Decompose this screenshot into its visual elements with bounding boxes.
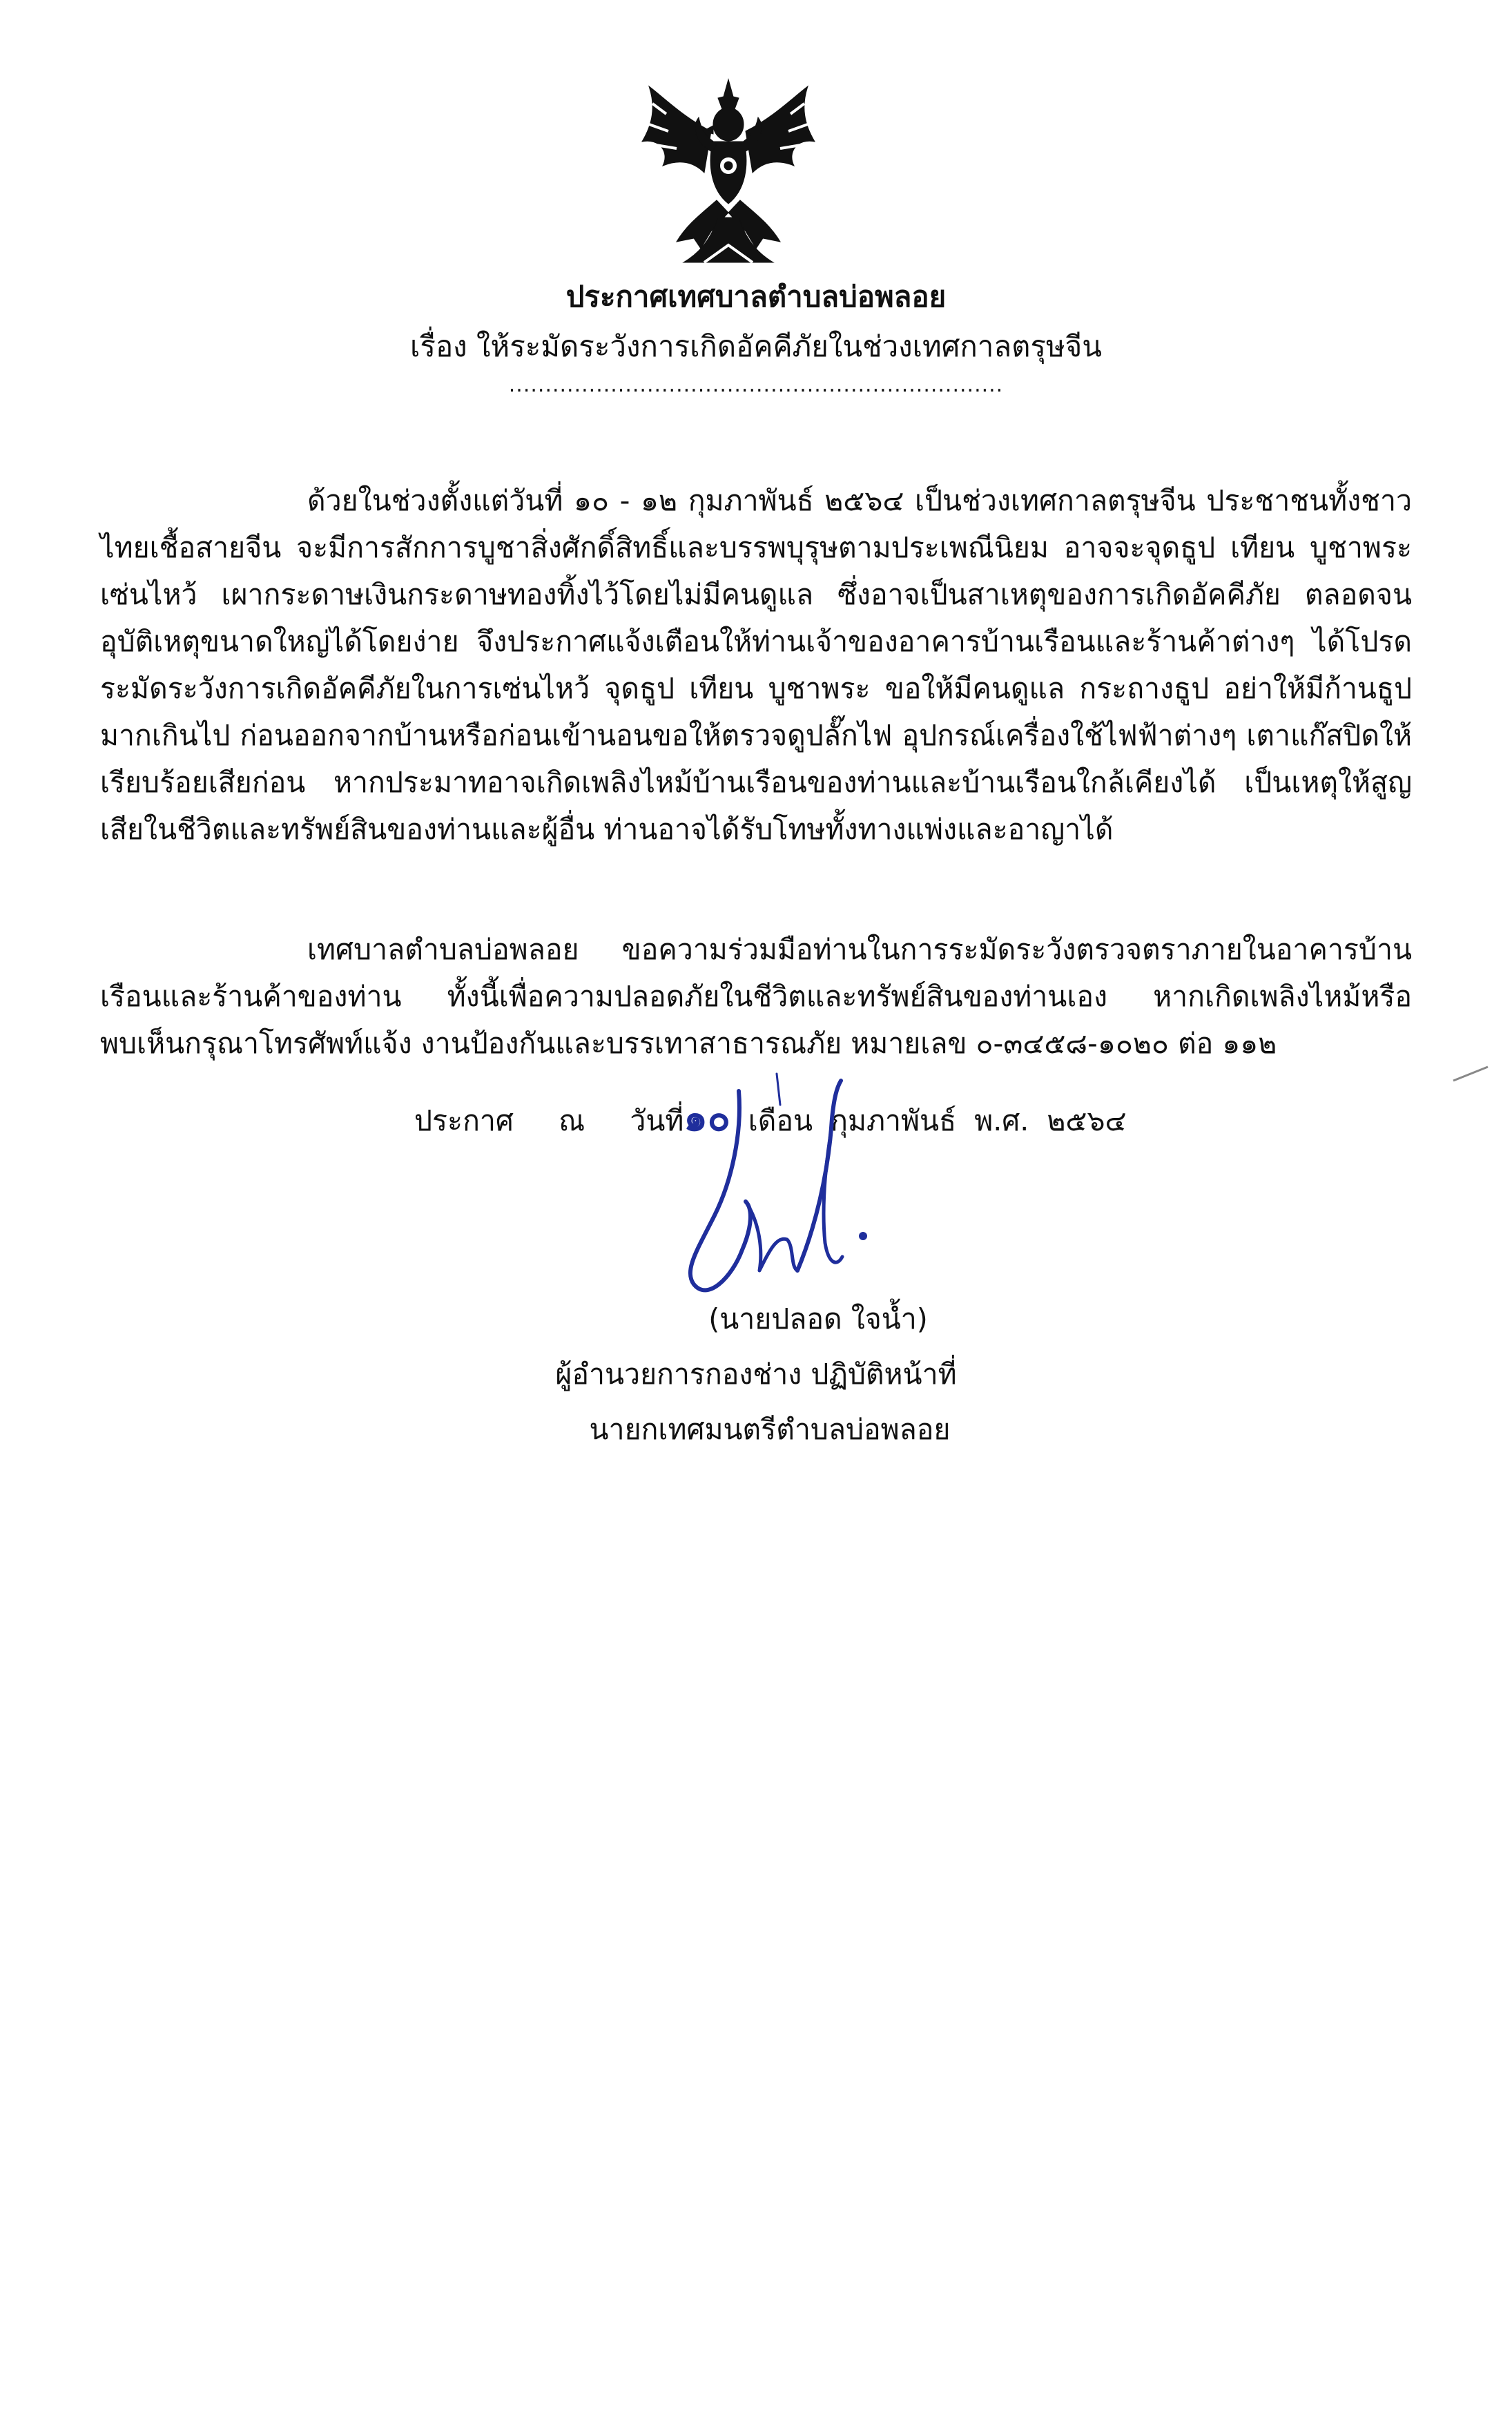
announce-month-label: เดือน [748, 1104, 813, 1137]
announce-day: ๑๐ [684, 1095, 730, 1139]
body-paragraph-1: ด้วยในช่วงตั้งแต่วันที่ ๑๐ - ๑๒ กุมภาพันธ์ ๒๕๖๔ เป็นช่วงเทศกาลตรุษจีน ประชาชนทั้งชาวไทยเชื้อสายจีน จะมีการสักการบูชาสิ่งศักดิ์สิทธิ์และบรรพบุรุษตามประเพณีนิยม อาจจะจุดธูป เทียน บูชาพระ เซ่นไหว้ เผากระดาษเงินกระดาษทองทิ้งไว้โดยไม่มีคนดูแล ซึ่งอาจเป็นสาเหตุของการเกิดอัคคีภัย ตลอดจนอุบัติเหตุขนาดใหญ่ได้โดยง่าย จึงประกาศแจ้งเตือนให้ท่านเจ้าของอาคารบ้านเรือนและร้านค้าต่างๆ ได้โปรดระมัดระวังการเกิดอัคคีภัยในการเซ่นไหว้ จุดธูป เทียน บูชาพระ ขอให้มีคนดูแล กระถางธูป อย่าให้มีก้านธูปมากเกินไป ก่อนออกจากบ้านหรือก่อนเข้านอนขอให้ตรวจดูปลั๊กไฟ อุปกรณ์เครื่องใช้ไฟฟ้าต่างๆ เตาแก๊สปิดให้เรียบร้อยเสียก่อน หากประมาทอาจเกิดเพลิงไหม้บ้านเรือนของท่านและบ้านเรือนใกล้เคียงได้ เป็นเหตุให้สูญเสียในชีวิตและทรัพย์สินของท่านและผู้อื่น ท่านอาจได้รับโทษทั้งทางแพ่งและอาญาได้ [100, 484, 1412, 846]
announce-year: ๒๕๖๔ [1047, 1104, 1127, 1137]
announce-era: พ.ศ. [974, 1104, 1029, 1137]
announce-at: ณ [559, 1104, 585, 1137]
body-paragraph-2: เทศบาลตำบลบ่อพลอย ขอความร่วมมือท่านในการระมัดระวังตรวจตราภายในอาคารบ้านเรือนและร้านค้าของท่าน ทั้งนี้เพื่อความปลอดภัยในชีวิตและทรัพย์สินของท่านเอง หากเกิดเพลิงไหม้หรือพบเห็นกรุณาโทรศัพท์แจ้ง งานป้องกันและบรรเทาสาธารณภัย หมายเลข ๐-๓๔๕๘-๑๐๒๐ ต่อ ๑๑๒ [100, 933, 1412, 1060]
announce-month: กุมภาพันธ์ [831, 1104, 957, 1137]
header-divider: .................................................................... [508, 373, 1004, 397]
signer-name: (นายปลอด ใจน้ำ) [708, 1302, 928, 1335]
document-title: ประกาศเทศบาลตำบลบ่อพลอย [565, 280, 947, 313]
announce-day-label: วันที่ [630, 1104, 684, 1137]
signer-position-mayor: นายกเทศมนตรีตำบลบ่อพลอย [589, 1413, 951, 1446]
handwritten-signature [656, 1063, 891, 1326]
garuda-emblem-icon [635, 76, 822, 269]
announce-label: ประกาศ [414, 1104, 514, 1137]
document-subject: เรื่อง ให้ระมัดระวังการเกิดอัคคีภัยในช่วงเทศกาลตรุษจีน [410, 329, 1102, 363]
scan-edge-mark [1450, 1063, 1491, 1084]
signer-position-acting: ผู้อำนวยการกองช่าง ปฏิบัติหน้าที่ [555, 1358, 957, 1391]
